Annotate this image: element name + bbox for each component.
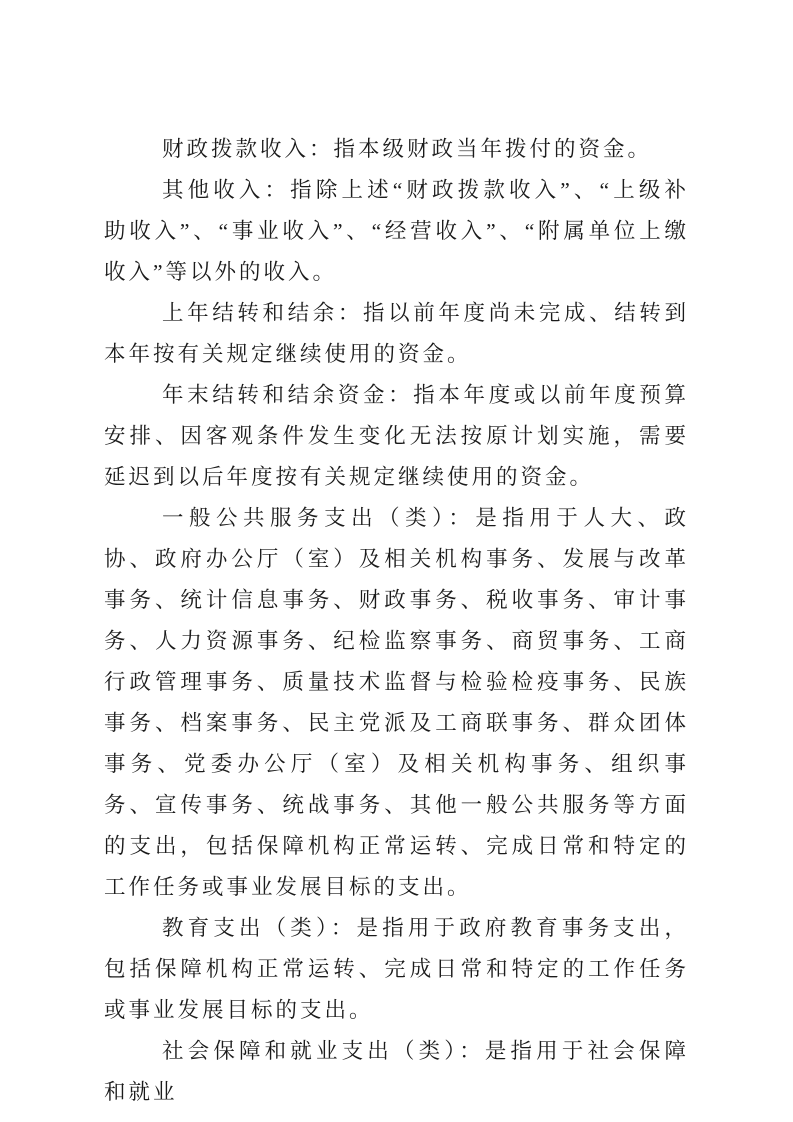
paragraph-education-expenditure: 教育支出（类）：是指用于政府教育事务支出，包括保障机构正常运转、完成日常和特定的工作任务或事业发展目标的支出。 [104, 916, 689, 1022]
paragraph-prior-year-carryover: 上年结转和结余：指以前年度尚未完成、结转到本年按有关规定继续使用的资金。 [104, 301, 689, 366]
paragraph-fiscal-allocation-income: 财政拨款收入：指本级财政当年拨付的资金。 [162, 137, 653, 161]
paragraph-general-public-services-expenditure: 一般公共服务支出（类）：是指用于人大、政协、政府办公厅（室）及相关机构事务、发展与改革事务、统计信息事务、财政事务、税收事务、审计事务、人力资源事务、纪检监察事务、商贸事务、工商行政管理事务、质量技术监督与检验检疫事务、民族事务、档案事务、民主党派及工商联事务、群众团体事务、党委办公厅（室）及相关机构事务、组织事务、宣传事务、统战事务、其他一般公共服务等方面的支出，包括保障机构正常运转、完成日常和特定的工作任务或事业发展目标的支出。 [104, 506, 689, 899]
paragraph-year-end-carryover-funds: 年末结转和结余资金：指本年度或以前年度预算安排、因客观条件发生变化无法按原计划实施，需要延迟到以后年度按有关规定继续使用的资金。 [104, 383, 689, 489]
paragraph-other-income: 其他收入：指除上述“财政拨款收入”、“上级补助收入”、“事业收入”、“经营收入”、“附属单位上缴收入”等以外的收入。 [104, 178, 689, 284]
text-block [104, 129, 689, 1113]
paragraph-social-security-employment-expenditure: 社会保障和就业支出（类）：是指用于社会保障和就业 [104, 1039, 689, 1104]
